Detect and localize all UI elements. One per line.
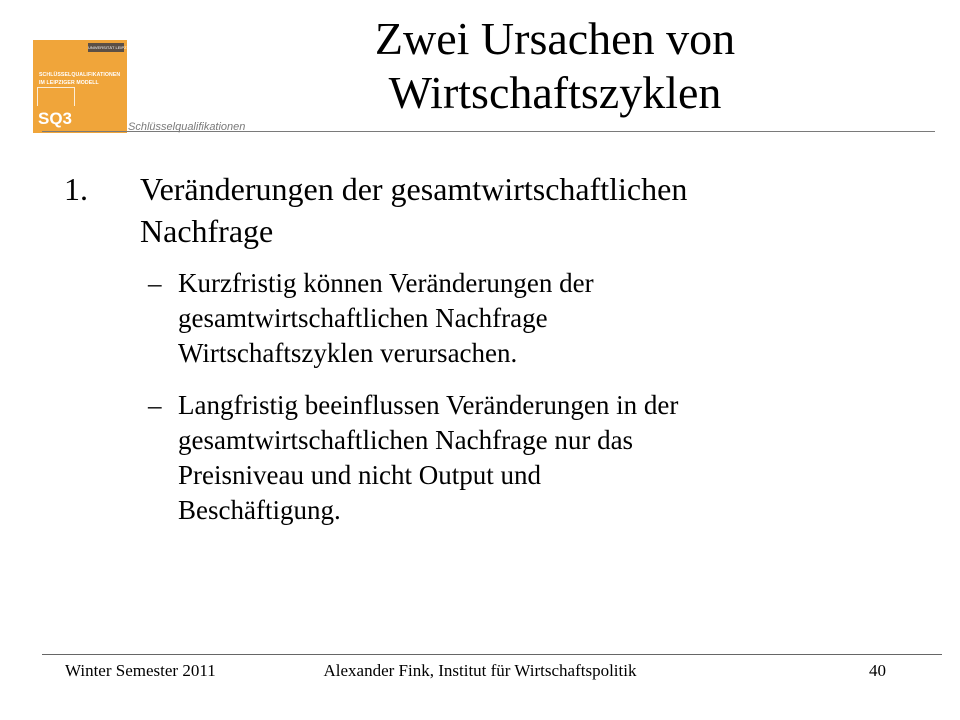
sub-bullet-line: gesamtwirtschaftlichen Nachfrage nur das — [178, 425, 634, 455]
sub-bullet-line: Langfristig beeinflussen Veränderungen in der — [178, 390, 679, 420]
sub-bullet-short-term — [148, 266, 924, 371]
logo-tagline: Schlüsselqualifikationen — [128, 121, 246, 133]
numbered-item — [64, 168, 924, 252]
title-divider — [42, 131, 935, 132]
item-number: 1. — [64, 171, 88, 207]
slide-body — [64, 168, 924, 528]
slide-title — [260, 12, 850, 120]
sub-bullet-line: Preisniveau und nicht Output und — [178, 460, 541, 490]
item-text-line: Nachfrage — [140, 213, 274, 249]
item-text-line: Veränderungen der gesamtwirtschaftlichen — [140, 171, 688, 207]
footer-author: Alexander Fink, Institut für Wirtschaftspolitik — [323, 661, 637, 680]
logo-university-tag: UNIVERSITÄT LEIPZIG — [88, 45, 131, 50]
sub-bullet-text — [178, 388, 678, 528]
sub-bullet-text — [178, 266, 594, 371]
dash-bullet: – — [148, 268, 162, 298]
logo-box — [33, 40, 131, 133]
sub-bullet-line: gesamtwirtschaftlichen Nachfrage — [178, 303, 548, 333]
logo-line-1: SCHLÜSSELQUALIFIKATIONEN — [39, 72, 121, 78]
sub-bullet-line: Kurzfristig können Veränderungen der — [178, 268, 594, 298]
folder-icon — [37, 87, 75, 106]
footer-divider — [42, 654, 942, 655]
logo-mark: SQ3 — [38, 109, 73, 128]
dash-bullet: – — [148, 390, 162, 420]
sub-bullet-long-term — [148, 388, 924, 528]
slide-title-line-2: Wirtschaftszyklen — [388, 67, 722, 118]
page-number: 40 — [869, 661, 886, 680]
logo-line-2: IM LEIPZIGER MODELL — [39, 80, 99, 86]
sub-bullet-line: Beschäftigung. — [178, 495, 341, 525]
slide-title-line-1: Zwei Ursachen von — [374, 13, 736, 64]
footer-semester: Winter Semester 2011 — [65, 661, 216, 680]
sub-bullet-line: Wirtschaftszyklen verursachen. — [178, 338, 518, 368]
item-text — [140, 168, 687, 252]
sq3-logo — [33, 40, 263, 135]
